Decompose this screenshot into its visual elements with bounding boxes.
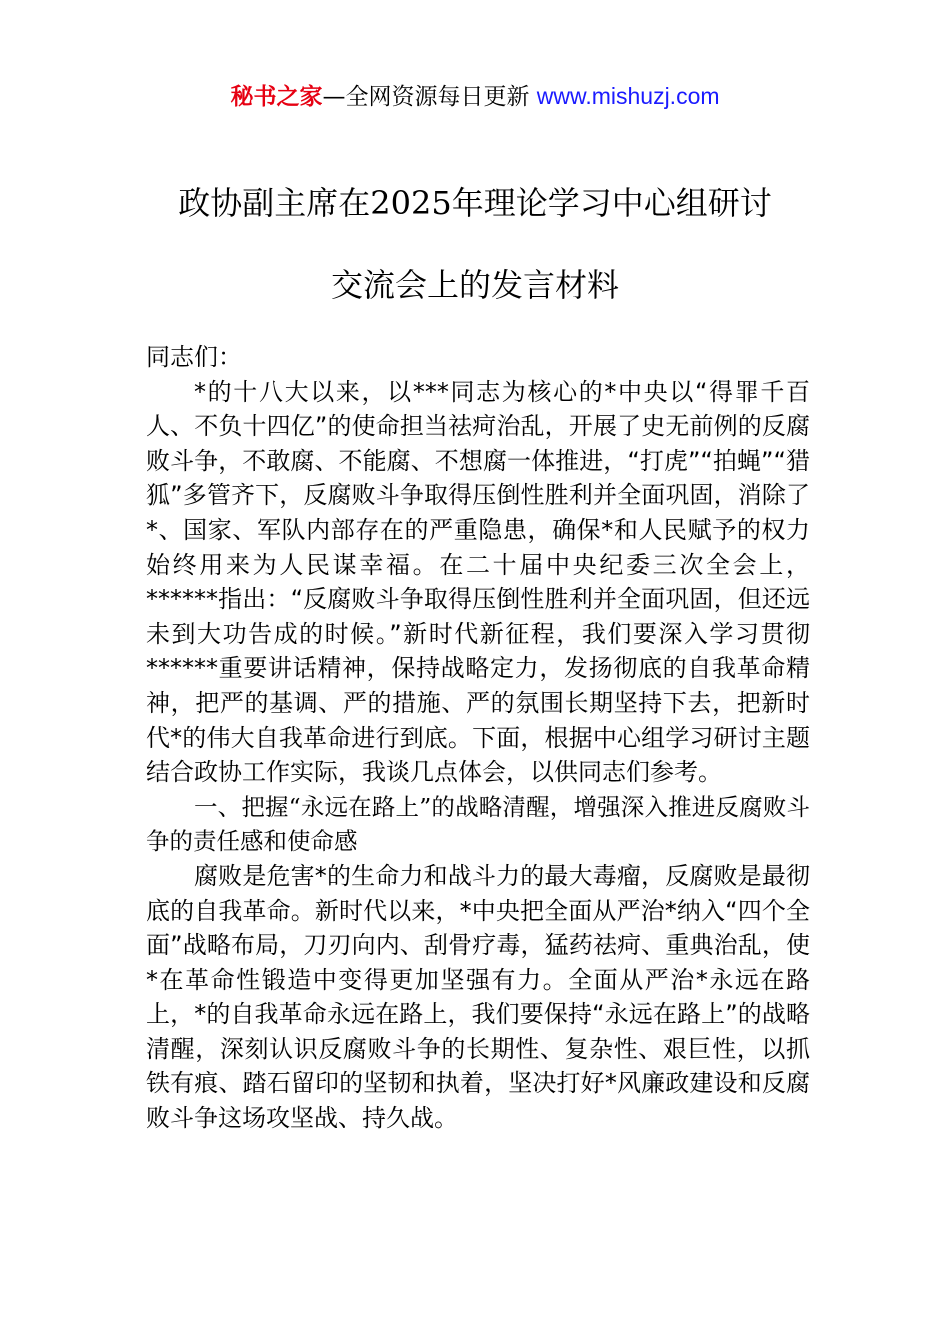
site-brand: 秘书之家	[230, 84, 323, 110]
document-title	[90, 178, 860, 310]
salutation: 同志们：	[146, 343, 242, 371]
title-line-1: 政协副主席在2025年理论学习中心组研讨	[178, 184, 772, 222]
site-url-link[interactable]: www.mishuzj.com	[536, 83, 720, 109]
site-header	[0, 80, 950, 113]
site-tagline: —全网资源每日更新	[322, 84, 537, 110]
title-line-2: 交流会上的发言材料	[330, 266, 619, 304]
body-paragraph: 腐败是危害*的生命力和战斗力的最大毒瘤，反腐败是最彻底的自我革命。新时代以来，*中央把全面从严治*纳入“四个全面”战略布局，刀刃向内、刮骨疗毒，猛药祛疴、重典治乱，使*在革命性锻造中变得更加坚强有力。全面从严治*永远在路上，*的自我革命永远在路上，我们要保持“永远在路上”的战略清醒，深刻认识反腐败斗争的长期性、复杂性、艰巨性，以抓铁有痕、踏石留印的坚韧和执着，坚决打好*风廉政建设和反腐败斗争这场攻坚战、持久战。	[146, 861, 810, 1133]
document-body	[146, 340, 810, 1136]
body-paragraph: *的十八大以来，以***同志为核心的*中央以“得罪千百人、不负十四亿”的使命担当祛疴治乱，开展了史无前例的反腐败斗争，不敢腐、不能腐、不想腐一体推进，“打虎”“拍蝇”“猎狐”多管齐下，反腐败斗争取得压倒性胜利并全面巩固，消除了*、国家、军队内部存在的严重隐患，确保*和人民赋予的权力始终用来为人民谋幸福。在二十届中央纪委三次全会上，******指出：“反腐败斗争取得压倒性胜利并全面巩固，但还远未到大功告成的时候。”新时代新征程，我们要深入学习贯彻******重要讲话精神，保持战略定力，发扬彻底的自我革命精神，把严的基调、严的措施、严的氛围长期坚持下去，把新时代*的伟大自我革命进行到底。下面，根据中心组学习研讨主题结合政协工作实际，我谈几点体会，以供同志们参考。	[146, 377, 810, 787]
section-heading: 一、把握“永远在路上”的战略清醒，增强深入推进反腐败斗争的责任感和使命感	[146, 792, 810, 856]
